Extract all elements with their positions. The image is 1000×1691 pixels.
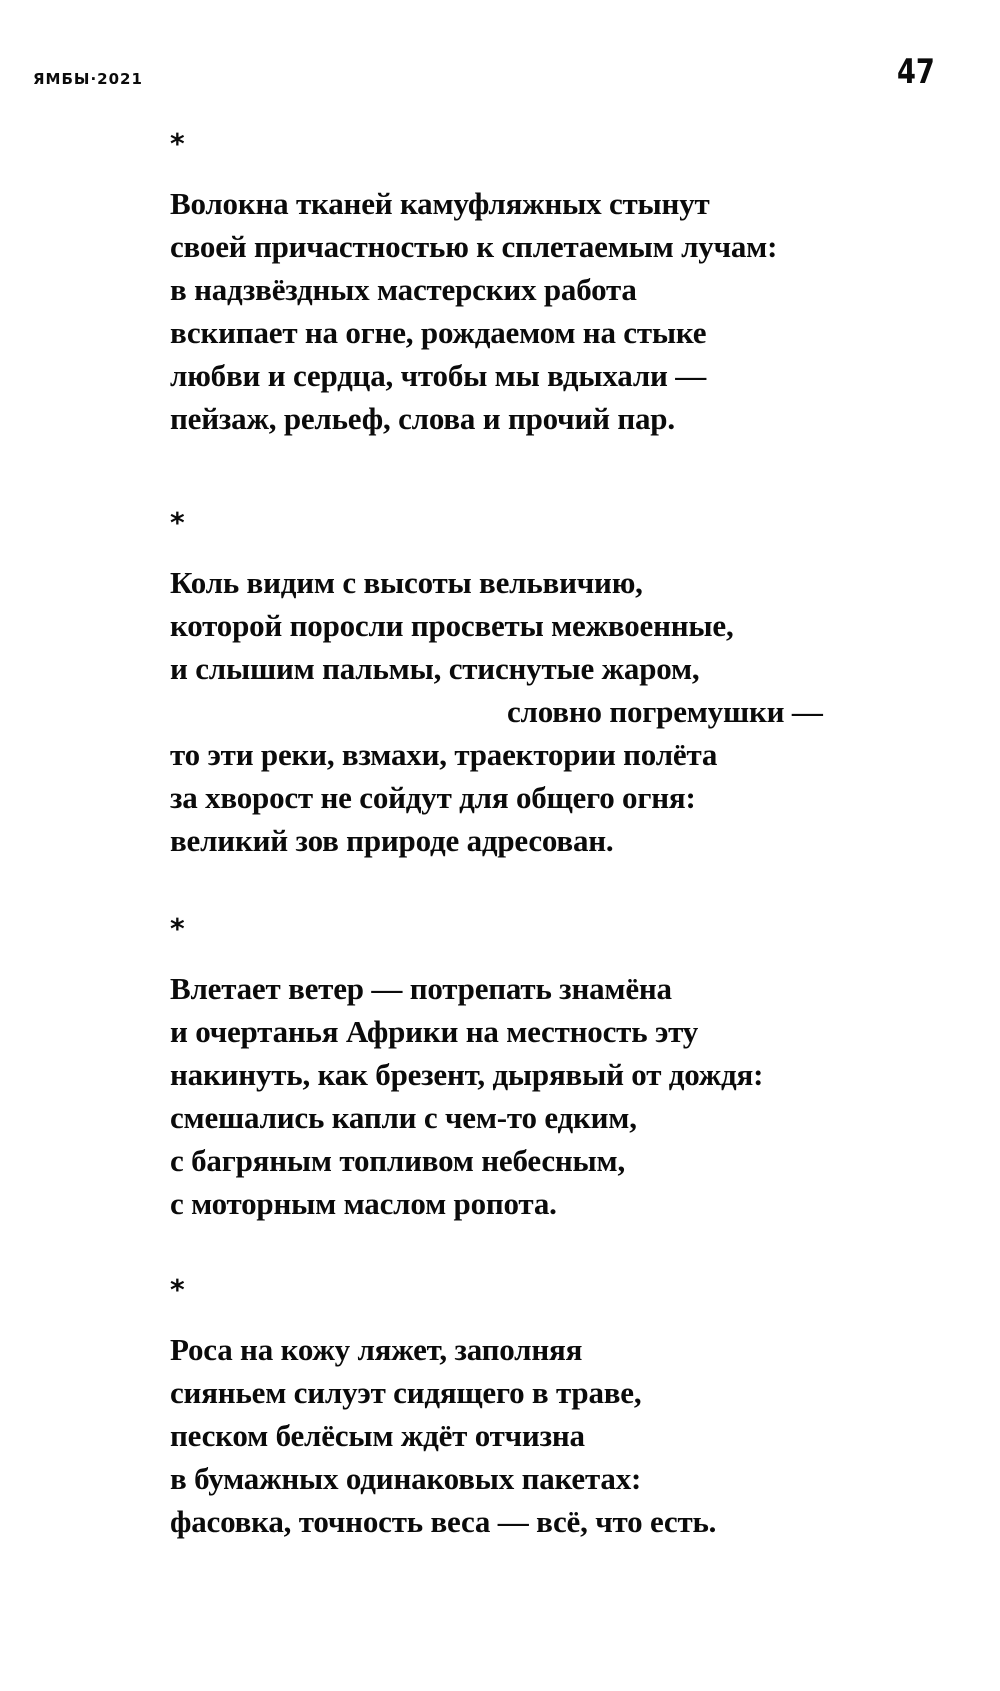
section-marker: * [170,127,185,160]
poem-line: Влетает ветер — потрепать знамёна [170,971,672,1006]
poem-line: и очертанья Африки на местность эту [170,1014,699,1049]
poem-1 [170,127,870,440]
section-marker: * [170,506,185,539]
poem-line: за хворост не сойдут для общего огня: [170,780,696,815]
section-marker: * [170,1273,185,1306]
poem-line: с моторным маслом ропота. [170,1186,557,1221]
poem-line: Роса на кожу ляжет, заполняя [170,1332,583,1367]
poem-line: с багряным топливом небесным, [170,1143,626,1178]
poem-line: Коль видим с высоты вельвичию, [170,565,643,600]
poem-3 [170,912,870,1225]
poem-lines [170,182,870,440]
poem-4 [170,1273,870,1543]
poem-lines [170,1328,870,1543]
poem-line: то эти реки, взмахи, траектории полёта [170,737,718,772]
poem-2 [170,506,870,862]
poem-line: которой поросли просветы межвоенные, [170,608,734,643]
poem-lines [170,967,870,1225]
poem-line-indented: словно погремушки — [507,694,823,729]
poem-line: смешались капли с чем-то едким, [170,1100,637,1135]
poem-line: песком белёсым ждёт отчизна [170,1418,585,1453]
page-number: 47 [897,52,935,92]
section-marker: * [170,912,185,945]
poem-line: Волокна тканей камуфляжных стынут [170,186,710,221]
poem-lines [170,561,870,862]
poem-line: вскипает на огне, рождаемом на стыке [170,315,707,350]
poem-line: своей причастностью к сплетаемым лучам: [170,229,778,264]
poem-line: в надзвёздных мастерских работа [170,272,637,307]
poem-line: любви и сердца, чтобы мы вдыхали — [170,358,707,393]
poem-line: и слышим пальмы, стиснутые жаром, [170,651,700,686]
poem-line: пейзаж, рельеф, слова и прочий пар. [170,401,675,436]
poem-line: в бумажных одинаковых пакетах: [170,1461,642,1496]
poem-line: фасовка, точность веса — всё, что есть. [170,1504,717,1539]
poem-line: великий зов природе адресован. [170,823,614,858]
poem-line: сияньем силуэт сидящего в траве, [170,1375,642,1410]
poem-line: накинуть, как брезент, дырявый от дождя: [170,1057,764,1092]
running-head: ЯМБЫ·2021 [33,70,143,88]
